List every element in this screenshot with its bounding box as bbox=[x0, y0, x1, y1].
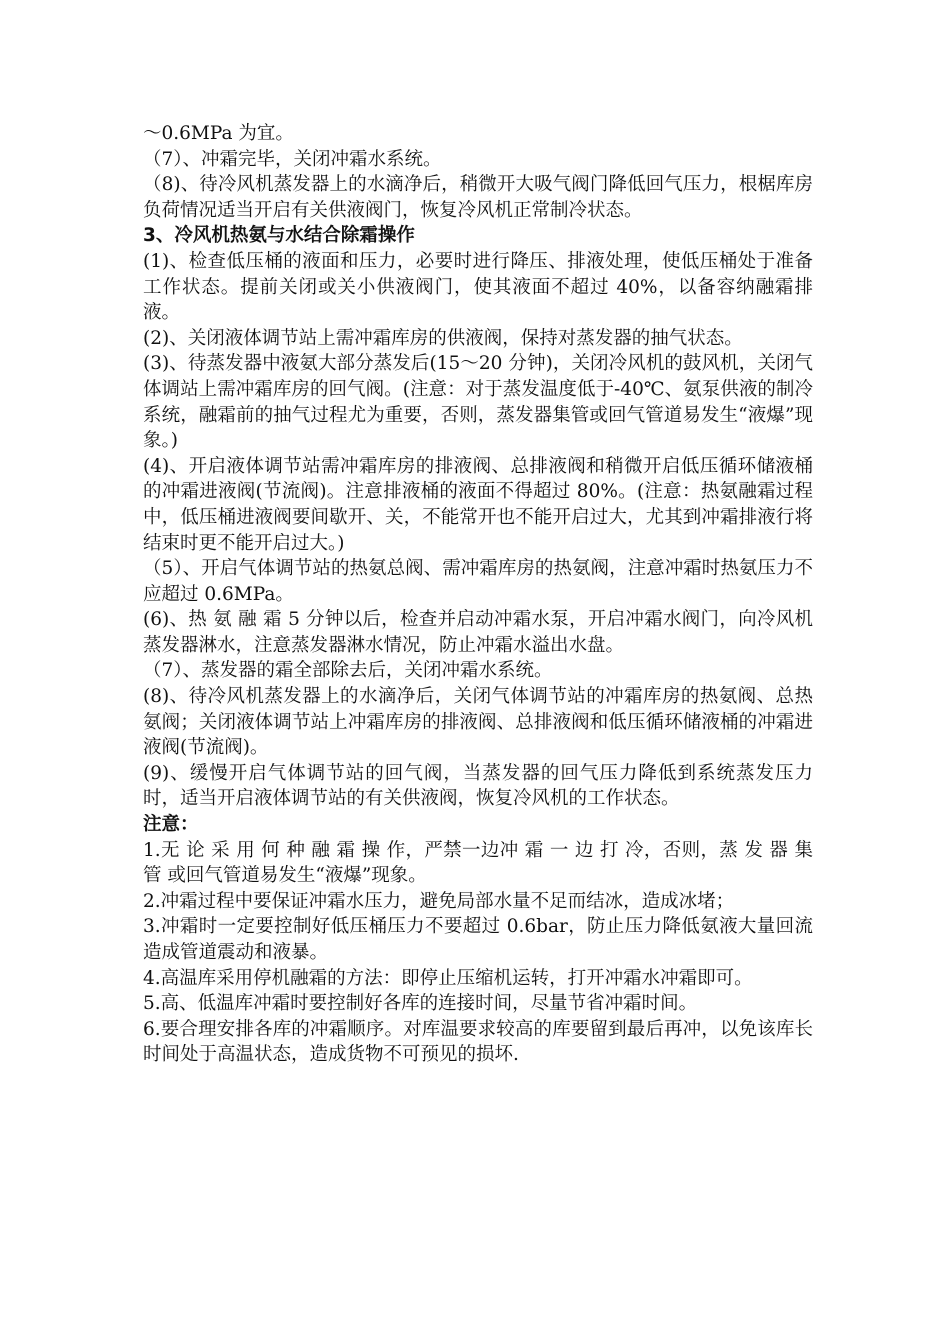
paragraph-step-7: （7）、冲霜完毕，关闭冲霜水系统。 bbox=[143, 148, 442, 170]
step-3: (3)、待蒸发器中液氨大部分蒸发后(15～20 分钟)，关闭冷风机的鼓风机，关闭气体调站上需冲霜库房的回气阀。(注意：对于蒸发温度低于-40℃、氨泵供液的制冷系统，融霜前的抽气过程尤为重要，否则，蒸发器集管或回气管道易发生“液爆”现象。) bbox=[143, 353, 813, 452]
notes-heading: 注意： bbox=[143, 814, 199, 836]
note-3: 3.冲霜时一定要控制好低压桶压力不要超过 0.6bar，防止压力降低氨液大量回流造成管道震动和液暴。 bbox=[143, 916, 813, 963]
note-1: 1.无 论 采 用 何 种 融 霜 操 作，严禁一边冲 霜 一 边 打 冷，否则，蒸 发 器 集 管 或回气管道易发生“液爆”现象。 bbox=[143, 839, 813, 887]
note-6: 6.要合理安排各库的冲霜顺序。对库温要求较高的库要留到最后再冲，以免该库长时间处于高温状态，造成货物不可预见的损坏. bbox=[143, 1018, 813, 1066]
step-7: （7）、蒸发器的霜全部除去后，关闭冲霜水系统。 bbox=[143, 660, 553, 682]
step-9: (9)、缓慢开启气体调节站的回气阀，当蒸发器的回气压力降低到系统蒸发压力时，适当开启液体调节站的有关供液阀，恢复冷风机的工作状态。 bbox=[143, 762, 813, 810]
section-heading: 3、冷风机热氨与水结合除霜操作 bbox=[143, 225, 415, 247]
note-4: 4.高温库采用停机融霜的方法：即停止压缩机运转，打开冲霜水冲霜即可。 bbox=[143, 967, 753, 989]
paragraph-step-8: （8)、待冷风机蒸发器上的水滴净后，稍微开大吸气阀门降低回气压力，根椐库房负荷情况适当开启有关供液阀门，恢复冷风机正常制冷状态。 bbox=[143, 174, 813, 221]
step-8: (8)、待冷风机蒸发器上的水滴净后，关闭气体调节站的冲霜库房的热氨阀、总热氨阀；关闭液体调节站上冲霜库房的排液阀、总排液阀和低压循环储液桶的冲霜进液阀(节流阀)。 bbox=[143, 686, 813, 759]
step-4: (4)、开启液体调节站需冲霜库房的排液阀、总排液阀和稍微开启低压循环储液桶的冲霜进液阀(节流阀)。注意排液桶的液面不得超过 80%。(注意：热氨融霜过程中，低压桶进液阀要间歇开、关，不能常开也不能开启过大，尤其到冲霜排液行将结束时更不能开启过大。) bbox=[143, 455, 813, 554]
note-2: 2.冲霜过程中要保证冲霜水压力，避免局部水量不足而结冰，造成冰堵； bbox=[143, 890, 735, 912]
step-5: （5）、开启气体调节站的热氨总阀、需冲霜库房的热氨阀，注意冲霜时热氨压力不应超过 0.6MPa。 bbox=[143, 558, 813, 605]
note-5: 5.高、低温库冲霜时要控制好各库的连接时间，尽量节省冲霜时间。 bbox=[143, 993, 698, 1015]
step-1: (1)、检查低压桶的液面和压力，必要时进行降压、排液处理，使低压桶处于准备工作状态。提前关闭或关小供液阀门，使其液面不超过 40%，以备容纳融霜排液。 bbox=[143, 250, 813, 324]
step-2: (2)、关闭液体调节站上需冲霜库房的供液阀，保持对蒸发器的抽气状态。 bbox=[143, 327, 743, 349]
document-page bbox=[143, 121, 813, 1068]
continuation-line: ～0.6MPa 为宜。 bbox=[143, 123, 294, 144]
step-6: (6)、热 氨 融 霜 5 分钟以后，检查并启动冲霜水泵，开启冲霜水阀门，向冷风机蒸发器淋水，注意蒸发器淋水情况，防止冲霜水溢出水盘。 bbox=[143, 609, 813, 656]
